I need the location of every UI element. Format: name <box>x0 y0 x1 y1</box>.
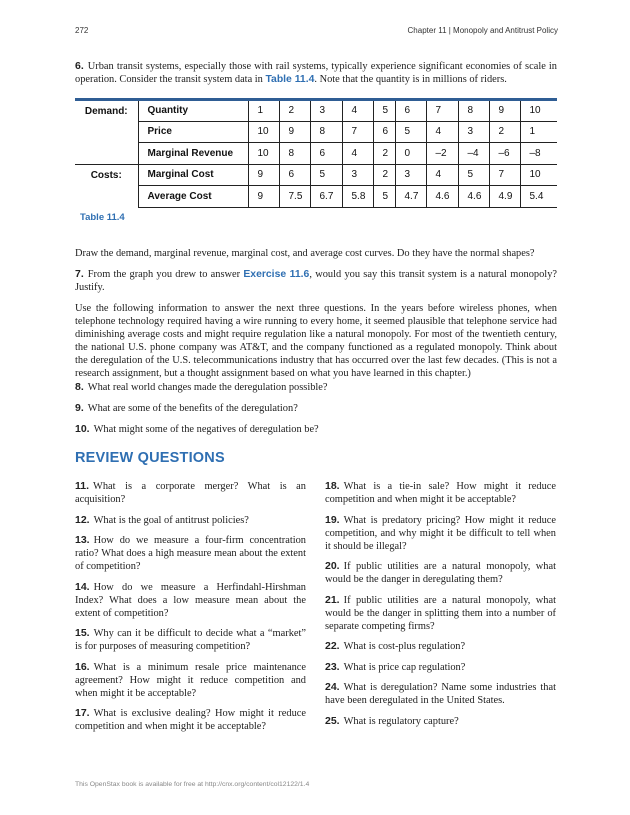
table-row <box>75 100 557 122</box>
table-cell: –2 <box>426 143 458 165</box>
draw-instruction: Draw the demand, marginal revenue, marginal cost, and average cost curves. Do they have the normal shapes? <box>75 248 535 259</box>
exercise-text: From the graph you drew to answer <box>87 269 244 280</box>
question-text: Why can it be difficult to decide what a “market” is for purposes of measuring competition? <box>75 628 306 652</box>
footer-note: This OpenStax book is available for free at http://cnx.org/content/col12122/1.4 <box>75 781 310 788</box>
table-cell: 4.6 <box>458 186 489 208</box>
review-column-left <box>75 480 306 741</box>
exercise-number: 9. <box>75 402 84 414</box>
exercise-9 <box>75 402 557 415</box>
table-cell: 10 <box>248 143 279 165</box>
table-cell: 5 <box>310 164 342 186</box>
question-number: 24. <box>325 681 340 693</box>
running-head: Chapter 11 | Monopoly and Antitrust Policy <box>407 26 558 35</box>
question-text: How do we measure a Herfindahl-Hirshman Index? What does a low measure mean about the extent of competition? <box>75 581 306 619</box>
group-label-costs: Costs: <box>75 164 138 186</box>
exercise-text: What are some of the benefits of the deregulation? <box>87 403 298 414</box>
group-cell <box>75 186 138 208</box>
table-link[interactable]: Table 11.4 <box>265 74 315 85</box>
question-text: What is price cap regulation? <box>343 661 466 673</box>
question-text: What is a tie-in sale? How might it reduce competition and when might it be acceptable? <box>325 481 556 505</box>
table-cell: 6 <box>310 143 342 165</box>
review-question <box>325 594 556 633</box>
table-cell: –4 <box>458 143 489 165</box>
table-cell: 2 <box>489 121 520 143</box>
table-cell: 6 <box>373 121 395 143</box>
info-paragraph: Use the following information to answer the next three questions. In the years before wireless phones, when telephone technology required having a wire running to every home, it seemed plausible that telephone service had diminishing average costs and might require regulation like a natural monopoly. For most of the twentieth century, the national U.S. phone company was AT&T, and the company functioned as a regulated monopoly. Think about the deregulation of the U.S. telecommunications industry that has occurred over the last few decades. (This is not a research assignment, but a thought assignment based on what you have learned in this chapter.) <box>75 303 557 379</box>
review-column-right <box>325 480 556 735</box>
exercise-6 <box>75 60 557 86</box>
table-cell: 5.8 <box>342 186 373 208</box>
row-label: Marginal Revenue <box>138 143 248 165</box>
transit-data-table <box>75 98 557 208</box>
table-cell: 4.6 <box>426 186 458 208</box>
table-cell: 5 <box>373 186 395 208</box>
table-cell: 2 <box>373 143 395 165</box>
row-label: Price <box>138 121 248 143</box>
table-row <box>75 121 557 143</box>
table-cell: 1 <box>520 121 557 143</box>
table-cell: 3 <box>342 164 373 186</box>
review-question <box>325 514 556 553</box>
review-question <box>75 534 306 573</box>
table-cell: 4 <box>342 100 373 122</box>
table-cell: 7.5 <box>279 186 310 208</box>
table-cell: 10 <box>248 121 279 143</box>
review-question <box>75 627 306 653</box>
exercise-text: , would you say this transit system is a natural monopoly? Justify. <box>75 269 558 293</box>
question-text: What is exclusive dealing? How might it reduce competition and when might it be acceptable? <box>75 708 306 732</box>
question-text: What is a corporate merger? What is an acquisition? <box>75 481 306 505</box>
question-number: 13. <box>75 534 90 546</box>
question-text: If public utilities are a natural monopoly, what would be the danger in splitting them into a number of separate competing firms? <box>325 594 556 632</box>
question-text: What is deregulation? Name some industries that have been deregulated in the United States. <box>325 682 556 706</box>
exercise-text: What might some of the negatives of deregulation be? <box>93 424 319 435</box>
question-text: What is regulatory capture? <box>343 715 459 727</box>
question-number: 12. <box>75 513 90 526</box>
table-row <box>75 164 557 186</box>
table-cell: 8 <box>458 100 489 122</box>
question-number: 23. <box>325 660 340 673</box>
table-cell: 8 <box>279 143 310 165</box>
question-number: 25. <box>325 714 340 727</box>
table-cell: 4 <box>342 143 373 165</box>
question-text: What is a minimum resale price maintenance agreement? How might it reduce competition and when might it be acceptable? <box>75 661 306 699</box>
question-number: 20. <box>325 560 340 572</box>
exercise-text: . Note that the quantity is in millions of riders. <box>314 74 507 85</box>
table-cell: 7 <box>426 100 458 122</box>
question-number: 17. <box>75 707 90 719</box>
question-number: 18. <box>325 480 340 492</box>
table-cell: 4 <box>426 121 458 143</box>
exercise-text: What real world changes made the deregulation possible? <box>87 382 328 393</box>
group-cell <box>75 143 138 165</box>
exercise-number: 7. <box>75 268 84 280</box>
exercise-link[interactable]: Exercise 11.6 <box>243 269 310 280</box>
question-number: 22. <box>325 640 340 652</box>
question-text: How do we measure a four-firm concentration ratio? What does a high measure mean about the extent of competition? <box>75 535 306 572</box>
table-cell: 2 <box>279 100 310 122</box>
page-number: 272 <box>75 26 89 35</box>
exercise-8 <box>75 381 557 394</box>
table-cell: 4.7 <box>395 186 426 208</box>
exercise-number: 8. <box>75 381 84 393</box>
row-label: Quantity <box>138 100 248 122</box>
table-cell: 2 <box>373 164 395 186</box>
table-cell: 5 <box>395 121 426 143</box>
table-cell: 6 <box>279 164 310 186</box>
question-number: 11. <box>75 480 90 492</box>
table-cell: 5 <box>458 164 489 186</box>
question-text: If public utilities are a natural monopoly, what would be the danger in deregulating them? <box>325 561 556 585</box>
table-cell: 9 <box>248 186 279 208</box>
table-cell: 10 <box>520 164 557 186</box>
table-row <box>75 143 557 165</box>
question-text: What is cost-plus regulation? <box>343 641 466 652</box>
review-question <box>75 514 306 527</box>
review-question <box>325 661 556 674</box>
review-question <box>325 480 556 506</box>
question-number: 21. <box>325 593 340 606</box>
table-caption: Table 11.4 <box>80 212 125 223</box>
table-cell: 3 <box>458 121 489 143</box>
review-question <box>75 581 306 620</box>
table-cell: 8 <box>310 121 342 143</box>
table-cell: 7 <box>489 164 520 186</box>
table-cell: 5 <box>373 100 395 122</box>
group-label-demand: Demand: <box>75 100 138 122</box>
table-cell: 3 <box>310 100 342 122</box>
question-number: 15. <box>75 627 90 639</box>
table-cell: 10 <box>520 100 557 122</box>
table-cell: 9 <box>279 121 310 143</box>
review-question <box>325 560 556 586</box>
table-cell: 9 <box>489 100 520 122</box>
question-number: 19. <box>325 513 340 526</box>
question-text: What is predatory pricing? How might it reduce competition, and why might it be difficult to tell when it should be illegal? <box>325 514 556 552</box>
exercise-text: Urban transit systems, especially those with rail systems, typically experience significant economies of scale in operation. Consider the transit system data in <box>75 61 557 85</box>
table-cell: 9 <box>248 164 279 186</box>
question-text: What is the goal of antitrust policies? <box>93 514 249 526</box>
table-cell: 0 <box>395 143 426 165</box>
review-question <box>75 661 306 700</box>
question-number: 16. <box>75 660 90 673</box>
table-cell: 4 <box>426 164 458 186</box>
exercise-number: 6. <box>75 60 84 72</box>
group-cell <box>75 121 138 143</box>
row-label: Average Cost <box>138 186 248 208</box>
table-cell: –8 <box>520 143 557 165</box>
review-question <box>75 707 306 733</box>
review-question <box>325 715 556 728</box>
table-cell: –6 <box>489 143 520 165</box>
table-cell: 6.7 <box>310 186 342 208</box>
table-cell: 4.9 <box>489 186 520 208</box>
exercise-7 <box>75 268 557 294</box>
review-question <box>325 681 556 707</box>
table-cell: 5.4 <box>520 186 557 208</box>
table-cell: 6 <box>395 100 426 122</box>
row-label: Marginal Cost <box>138 164 248 186</box>
table-cell: 3 <box>395 164 426 186</box>
review-question <box>75 480 306 506</box>
question-number: 14. <box>75 580 90 593</box>
table-cell: 7 <box>342 121 373 143</box>
review-question <box>325 640 556 653</box>
exercise-number: 10. <box>75 423 90 435</box>
table-cell: 1 <box>248 100 279 122</box>
table-row <box>75 186 557 208</box>
review-questions-heading: REVIEW QUESTIONS <box>75 450 225 466</box>
exercise-10 <box>75 423 557 436</box>
